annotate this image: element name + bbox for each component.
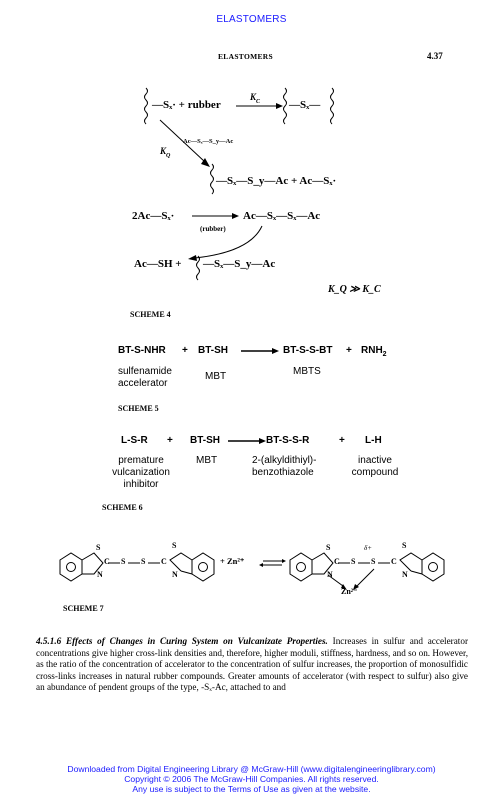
atom-s: S	[402, 541, 407, 550]
scheme6-name1: premature vulcanization inhibitor	[112, 455, 170, 490]
scheme4-relation: K_Q ≫ K_C	[328, 284, 381, 295]
scheme4-line3-right: Ac—Sₓ—Sₓ—Ac	[243, 210, 321, 222]
scheme6-reactant1: L-S-R	[121, 435, 148, 446]
polymer-chain-wave	[331, 88, 334, 124]
polymer-chain-wave	[145, 88, 148, 124]
scheme5-plus1: +	[182, 345, 188, 356]
atom-c: C	[391, 557, 397, 566]
scheme4-kc: $K_C$	[250, 92, 261, 105]
section-paragraph	[36, 636, 468, 694]
scheme4-product2: —Sₓ—S_y—Ac + Ac—Sₓ·	[216, 175, 337, 187]
page-number: 4.37	[427, 51, 443, 61]
scheme4-reactant: —Sₓ· + rubber	[152, 99, 221, 111]
running-title: ELASTOMERS	[218, 52, 273, 61]
scheme4-rubber-note: (rubber)	[200, 225, 226, 233]
scheme6-label: SCHEME 6	[102, 503, 143, 512]
scheme5-product2: $RNH_2$	[361, 345, 387, 358]
atom-n: N	[172, 570, 178, 579]
scheme6-name4: inactive compound	[351, 455, 399, 478]
scheme5-label: SCHEME 5	[118, 404, 159, 413]
top-header-link[interactable]: ELASTOMERS	[216, 14, 287, 25]
atom-s: S	[371, 557, 376, 566]
scheme5-name3: MBTS	[293, 366, 321, 377]
footer-line3: Any use is subject to the Terms of Use as given at the website.	[132, 784, 371, 794]
atom-s: S	[351, 557, 356, 566]
scheme6-plus1: +	[167, 435, 173, 446]
atom-s: S	[141, 557, 146, 566]
scheme4-product1: —Sₓ—	[289, 99, 321, 111]
scheme7-zn-product: Zn²⁻	[341, 587, 358, 596]
scheme4-label: SCHEME 4	[130, 310, 171, 319]
scheme6-product1: BT-S-S-R	[266, 435, 310, 446]
atom-n: N	[402, 570, 408, 579]
scheme6-product2: L-H	[365, 435, 382, 446]
atom-n: N	[327, 570, 333, 579]
footer-line1[interactable]: Downloaded from Digital Engineering Library @ McGraw-Hill (www.digitalengineeringlibrary.com)	[67, 764, 436, 774]
scheme5-name1: sulfenamide accelerator	[118, 366, 172, 389]
atom-c: C	[104, 557, 110, 566]
scheme5-plus2: +	[346, 345, 352, 356]
footer-line2: Copyright © 2006 The McGraw-Hill Companies. All rights reserved.	[124, 774, 379, 784]
atom-s: S	[96, 543, 101, 552]
scheme5-name2: MBT	[205, 371, 227, 382]
scheme4-line3-left: 2Ac—Sₓ·	[132, 210, 175, 222]
atom-c: C	[334, 557, 340, 566]
atom-s: S	[172, 541, 177, 550]
atom-n: N	[97, 570, 103, 579]
scheme7-delta: δ+	[364, 544, 372, 552]
scheme6-name2: MBT	[196, 455, 218, 466]
polymer-chain-wave	[211, 164, 214, 194]
polymer-chain-wave	[197, 256, 200, 280]
scheme6-reactant2: BT-SH	[190, 435, 220, 446]
scheme6-plus2: +	[339, 435, 345, 446]
scheme4-kq: $K_Q$	[160, 146, 171, 159]
scheme4-line4-right: —Sₓ—S_y—Ac	[203, 258, 276, 270]
atom-c: C	[161, 557, 167, 566]
scheme4-reagent: Ac—Sₓ—S_y—Ac	[183, 138, 234, 145]
scheme5-reactant1: BT-S-NHR	[118, 345, 166, 356]
section-body: Increases in sulfur and accelerator concentrations give higher cross-link densities and, therefore, higher moduli, stiffness, hardness, and so on. However, as the ratio of the concentration of accelerator to the concentration of sulfur increases, the proportion of monosulfidic cross-links increases in natural rubber compounds. Greater amounts of accelerator (with respect to sulfur) also give an abundance of pendent groups of the type, -Sₓ-Ac, attached to and	[36, 636, 469, 693]
scheme6-name3: 2-(alkyldithiyl)- benzothiazole	[252, 455, 317, 478]
atom-s: S	[121, 557, 126, 566]
atom-s: S	[326, 543, 331, 552]
section-heading: 4.5.1.6 Effects of Changes in Curing System on Vulcanizate Properties.	[36, 636, 328, 646]
scheme7-label: SCHEME 7	[63, 604, 104, 613]
scheme5-reactant2: BT-SH	[198, 345, 228, 356]
scheme5-product1: BT-S-S-BT	[283, 345, 333, 356]
polymer-chain-wave	[284, 88, 287, 124]
scheme7-zn-reagent: + Zn²⁺	[220, 556, 245, 566]
scheme4-line4: Ac—SH +	[134, 258, 182, 270]
